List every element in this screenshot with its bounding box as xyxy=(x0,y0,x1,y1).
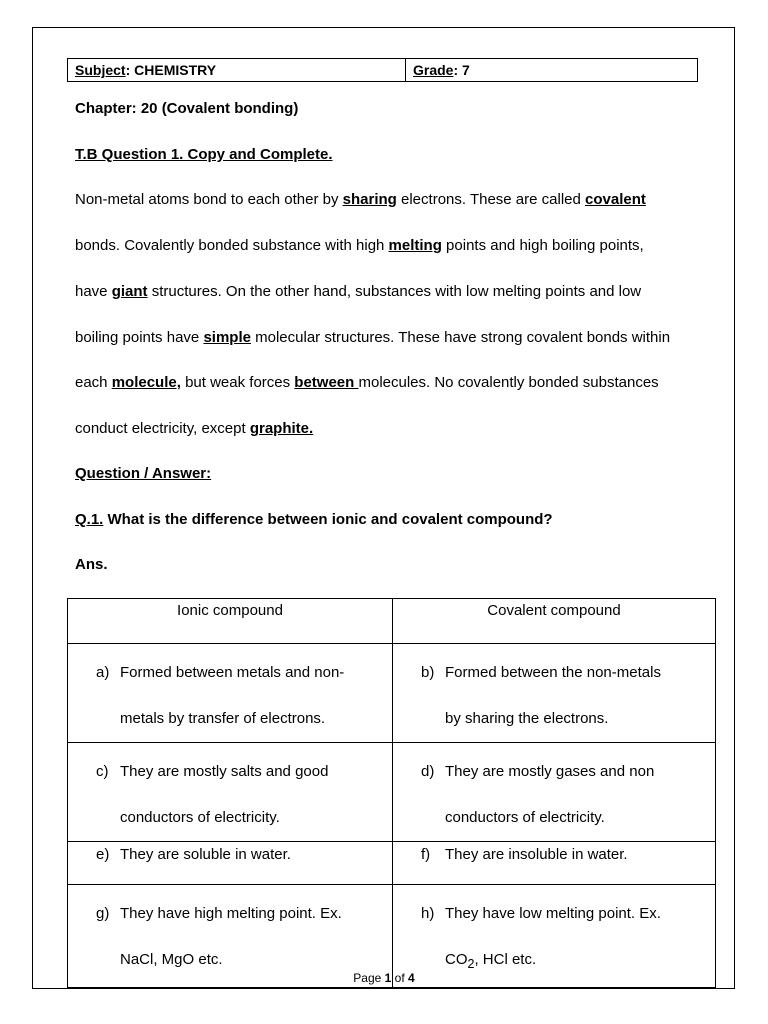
answer-giant: giant xyxy=(111,283,148,300)
text-run: of xyxy=(391,971,409,985)
cell-line: They are mostly salts and good xyxy=(120,763,329,780)
cell-line: conductors of electricity. xyxy=(445,809,605,826)
text-run: boiling points have xyxy=(75,329,204,346)
paragraph-line-4 xyxy=(75,329,670,346)
grade-value: : 7 xyxy=(453,62,470,78)
text-run: but weak forces xyxy=(180,374,295,391)
question-1-text: What is the difference between ionic and covalent compound? xyxy=(103,511,553,528)
item-label: a) xyxy=(96,664,110,681)
cell-line: They have high melting point. Ex. xyxy=(120,905,342,922)
table-cell xyxy=(68,743,393,842)
item-label: h) xyxy=(421,905,435,922)
text-run: bonds. Covalently bonded substance with high xyxy=(75,237,389,254)
chapter-title: Chapter: 20 (Covalent bonding) xyxy=(75,100,299,117)
grade-label: Grade xyxy=(413,62,454,78)
text-run: molecular structures. These have strong covalent bonds within xyxy=(250,329,671,346)
cell-line: They have low melting point. Ex. xyxy=(445,905,661,922)
table-cell xyxy=(68,644,393,743)
answer-melting: melting xyxy=(388,237,442,254)
subscript: 2 xyxy=(467,957,475,971)
subject-label: Subject xyxy=(75,62,126,78)
question-1-label: Q.1. xyxy=(75,511,104,528)
cell-line: They are mostly gases and non xyxy=(445,763,655,780)
page-number: 1 xyxy=(384,971,392,985)
answer-covalent: covalent xyxy=(585,191,646,208)
cell-line: by sharing the electrons. xyxy=(445,710,609,727)
text-run: points and high boiling points, xyxy=(441,237,644,254)
header-covalent: Covalent compound xyxy=(393,599,716,644)
ans-label: Ans. xyxy=(75,556,108,573)
text-run: have xyxy=(75,283,112,300)
question-1 xyxy=(75,511,553,528)
table-cell xyxy=(393,743,716,842)
header-ionic: Ionic compound xyxy=(68,599,393,644)
header-table xyxy=(67,58,698,82)
text-run: Non-metal atoms bond to each other by xyxy=(75,191,343,208)
answer-molecule: molecule, xyxy=(111,374,181,391)
answer-sharing: sharing xyxy=(342,191,397,208)
tb-question-heading: T.B Question 1. Copy and Complete. xyxy=(75,146,333,163)
table-cell xyxy=(68,842,393,885)
item-label: c) xyxy=(96,763,109,780)
item-label: g) xyxy=(96,905,110,922)
answer-graphite: graphite. xyxy=(249,420,314,437)
subject-value: : CHEMISTRY xyxy=(125,62,217,78)
paragraph-line-1 xyxy=(75,191,646,208)
table-row xyxy=(68,644,716,743)
text-run: structures. On the other hand, substances with low melting points and low xyxy=(147,283,642,300)
cell-line: Formed between the non-metals xyxy=(445,664,661,681)
answer-between: between xyxy=(294,374,359,391)
paragraph-line-6 xyxy=(75,420,313,437)
page-footer xyxy=(0,971,768,985)
text-run: conduct electricity, except xyxy=(75,420,250,437)
cell-line: conductors of electricity. xyxy=(120,809,280,826)
item-label: f) xyxy=(421,846,431,863)
text-run: each xyxy=(75,374,112,391)
text-run: CO xyxy=(445,951,468,968)
item-label: b) xyxy=(421,664,435,681)
cell-line: Formed between metals and non- xyxy=(120,664,345,681)
cell-line: They are soluble in water. xyxy=(120,846,291,863)
cell-line: metals by transfer of electrons. xyxy=(120,710,326,727)
grade-cell xyxy=(406,59,697,81)
paragraph-line-2 xyxy=(75,237,644,254)
text-run: molecules. No covalently bonded substances xyxy=(358,374,659,391)
comparison-table xyxy=(67,598,716,988)
table-row xyxy=(68,743,716,842)
text-run: , HCl etc. xyxy=(474,951,537,968)
subject-cell xyxy=(68,59,406,81)
page-total: 4 xyxy=(408,971,415,985)
table-cell xyxy=(393,842,716,885)
qa-heading: Question / Answer: xyxy=(75,465,212,482)
table-cell xyxy=(393,644,716,743)
text-run: electrons. These are called xyxy=(396,191,586,208)
cell-line: NaCl, MgO etc. xyxy=(120,951,223,968)
text-run: Page xyxy=(353,971,385,985)
item-label: e) xyxy=(96,846,110,863)
cell-line: They are insoluble in water. xyxy=(445,846,628,863)
paragraph-line-3 xyxy=(75,283,641,300)
paragraph-line-5 xyxy=(75,374,659,391)
table-row xyxy=(68,842,716,885)
table-header-row xyxy=(68,599,716,644)
answer-simple: simple xyxy=(203,329,251,346)
item-label: d) xyxy=(421,763,435,780)
